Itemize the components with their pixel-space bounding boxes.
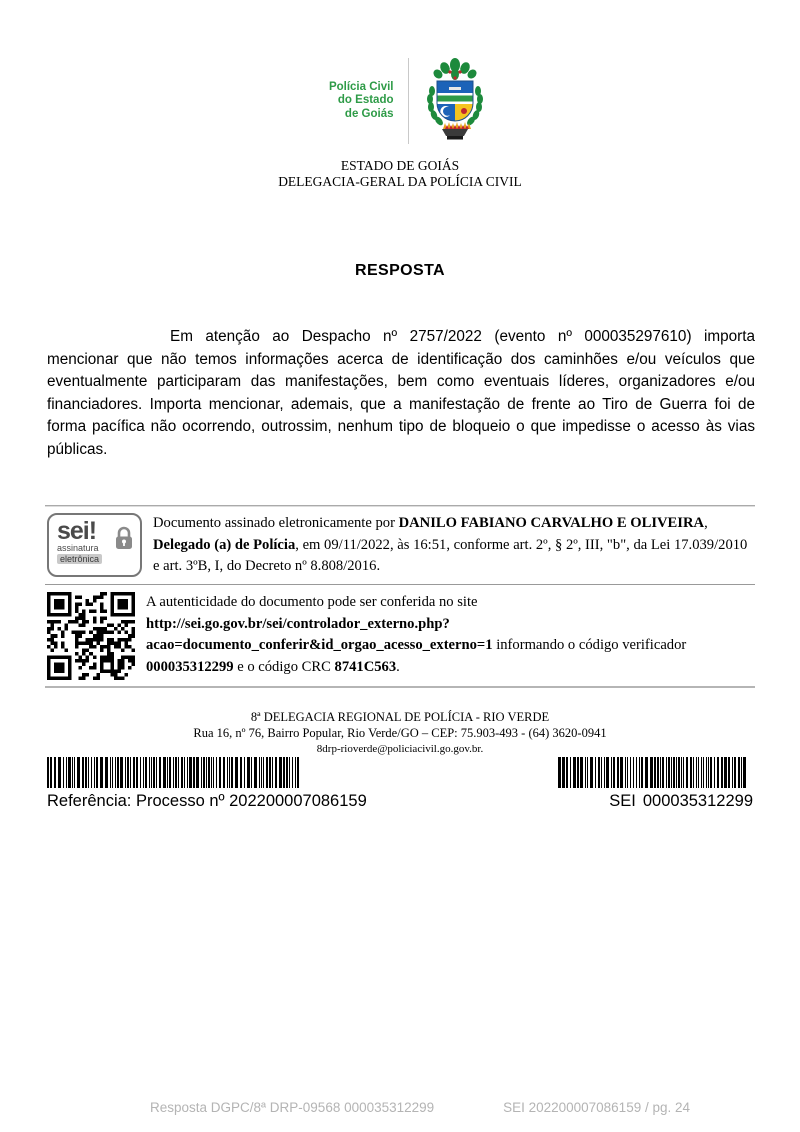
- unit-street: Rua 16, nº 76, Bairro Popular, Rio Verde/GO – CEP: 75.903-493 - (64) 3620-0941: [193, 726, 607, 740]
- barcode-process: [47, 757, 300, 793]
- policia-civil-wordmark: [314, 81, 394, 122]
- divider: [45, 584, 755, 585]
- wordmark-line: Polícia Civil: [328, 80, 394, 93]
- document-title: RESPOSTA: [354, 262, 446, 279]
- verification-text: A autenticidade do documento pode ser conferida no site http://sei.go.gov.br/sei/controlador_externo.php?acao=documento_conferir&id_orgao_acesso_externo=1 informando o código verificador 000035312299 e o código CRC 8741C563.: [146, 594, 687, 675]
- sei-subtitle-1: assinatura: [57, 543, 99, 553]
- verification-seg2: informando o código verificador: [492, 637, 687, 653]
- signature-block: [47, 513, 755, 578]
- header: [0, 57, 800, 145]
- wordmark-line: do Estado: [337, 94, 394, 107]
- goias-coat-of-arms-icon: [423, 57, 487, 145]
- org-line-2: DELEGACIA-GERAL DA POLÍCIA CIVIL: [278, 173, 522, 189]
- verification-url-link[interactable]: http://sei.go.gov.br/sei/controlador_externo.php?acao=documento_conferir&id_orgao_acesso_externo=1: [146, 615, 493, 653]
- signer-name: DANILO FABIANO CARVALHO E OLIVEIRA: [398, 515, 705, 531]
- wordmark-line: de Goiás: [344, 107, 394, 120]
- divider: [45, 505, 755, 507]
- verification-block: [47, 592, 755, 680]
- unit-email: 8drp-rioverde@policiacivil.go.gov.br.: [316, 743, 484, 755]
- verification-seg3: e o código CRC: [233, 658, 335, 675]
- footer-doc-id: Resposta DGPC/8ª DRP-09568 000035312299: [150, 1100, 435, 1115]
- signature-text: Documento assinado eletronicamente por DANILO FABIANO CARVALHO E OLIVEIRA, Delegado (a) de Polícia, em 09/11/2022, às 16:51, conforme art. 2º, § 2º, III, "b", da Lei 17.039/2010 e art. 3ºB, I, do Decreto nº 8.808/2016.: [153, 515, 748, 574]
- unit-address: [0, 709, 800, 757]
- sei-wordmark: sei!: [57, 517, 97, 545]
- reference-text: Referência: Processo nº 202200007086159: [47, 792, 367, 810]
- signature-seg1: Documento assinado eletronicamente por: [153, 515, 399, 531]
- footer-page-number: SEI 202200007086159 / pg. 24: [503, 1100, 690, 1115]
- body-paragraph: Em atenção ao Despacho nº 2757/2022 (evento nº 000035297610) importa mencionar que não temos informações acerca de identificação dos caminhões e/ou veículos que eventualmente participaram das manifestações, bem como eventuais líderes, organizadores e/ou financiadores. Importa mencionar, ademais, que a manifestação de frente ao Tiro de Guerra foi de forma pacífica não ocorrendo, outrossim, nenhum tipo de bloqueio o que impedisse o acesso às vias públicas.: [47, 328, 755, 458]
- crc-code: 8741C563: [334, 658, 397, 675]
- sei-subtitle-2: eletrônica: [57, 554, 102, 565]
- barcode-sei: [558, 757, 748, 793]
- signature-seg3: , em 09/11/2022, às 16:51, conforme art. 2º, § 2º, III, "b", da Lei 17.039/2010 e art. 3ºB, I, do Decreto nº 8.808/2016.: [153, 536, 748, 574]
- signer-role: Delegado (a) de Polícia: [153, 536, 296, 553]
- verifier-code: 000035312299: [146, 658, 234, 675]
- verification-seg1: A autenticidade do documento pode ser conferida no site: [146, 594, 478, 610]
- reference-row: [47, 792, 753, 811]
- org-line-1: ESTADO DE GOIÁS: [340, 158, 460, 173]
- divider: [45, 686, 755, 688]
- unit-name: 8ª DELEGACIA REGIONAL DE POLÍCIA - RIO VERDE: [250, 710, 550, 724]
- sei-logo: [47, 513, 142, 577]
- logo-divider: [408, 58, 409, 144]
- qr-code: [47, 592, 135, 680]
- sei-number: SEI 000035312299: [609, 792, 753, 810]
- padlock-icon: [115, 526, 133, 550]
- org-header: [0, 158, 800, 189]
